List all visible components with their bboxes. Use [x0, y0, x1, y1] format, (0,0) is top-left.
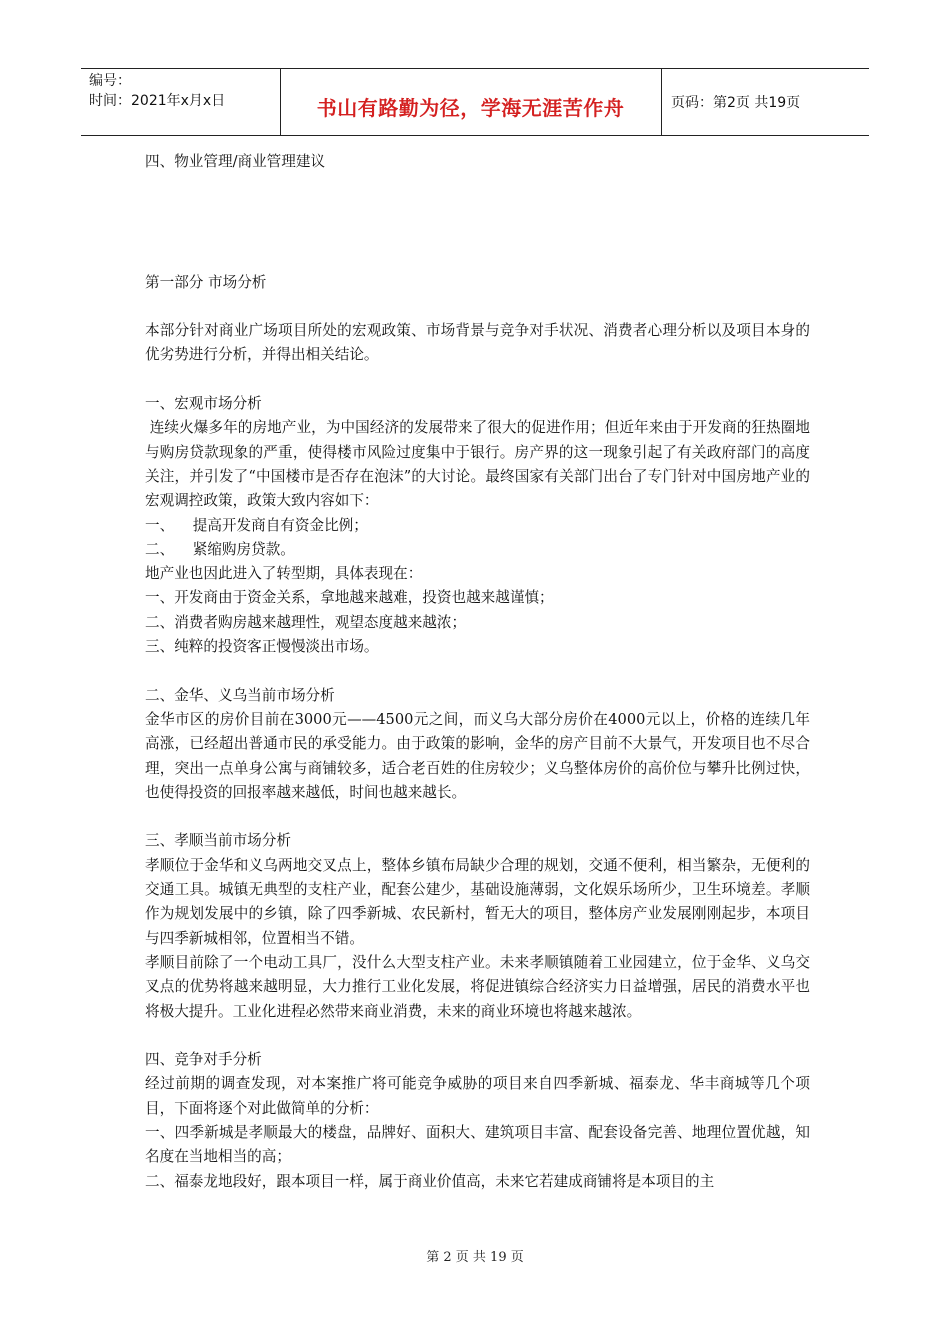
section-heading-property-management: 四、物业管理/商业管理建议 — [145, 153, 326, 170]
part-title: 第一部分 市场分析 — [145, 273, 267, 291]
page-footer: 第 2 页 共 19 页 — [426, 1250, 524, 1265]
header-motto: 书山有路勤为径，学海无涯苦作舟 — [316, 96, 625, 120]
competitor-item: 二、福泰龙地段好，跟本项目一样，属于商业价值高，未来它若建成商铺将是本项目的主 — [145, 1172, 715, 1190]
header-motto-cell — [280, 69, 662, 135]
header-page-cell — [661, 69, 869, 135]
header-page-code: 页码：第2页 共19页 — [671, 95, 801, 111]
competitor-item: 一、四季新城是孝顺最大的楼盘，品牌好、面积大、建筑项目丰富、配套设备完善、地理位置优越，知名度在当地相当的高； — [145, 1123, 810, 1166]
competitors-paragraph: 经过前期的调查发现，对本案推广将可能竞争威胁的项目来自四季新城、福泰龙、华丰商城等几个项目，下面将逐个对此做简单的分析： — [145, 1075, 810, 1117]
jinhua-paragraph: 金华市区的房价目前在3000元——4500元之间，而义乌大部分房价在4000元以上，价格的连续几年高涨，已经超出普通市民的承受能力。由于政策的影响，金华的房产目前不大景气，开发项目也不尽合理，突出一点单身公寓与商铺较多，适合老百姓的住房较少；义乌整体房价的高价位与攀升比例过快，也使得投资的回报率越来越低，时间也越来越长。 — [145, 710, 810, 801]
document-code-label: 编号： — [89, 73, 131, 89]
intro-paragraph: 本部分针对商业广场项目所处的宏观政策、市场背景与竞争对手状况、消费者心理分析以及项目本身的优劣势进行分析，并得出相关结论。 — [145, 322, 810, 364]
macro-paragraph: 连续火爆多年的房地产业，为中国经济的发展带来了很大的促进作用；但近年来由于开发商的狂热圈地与购房贷款现象的严重，使得楼市风险过度集中于银行。房产界的这一现象引起了有关政府部门的高度关注，并引发了“中国楼市是否存在泡沫”的大讨论。最终国家有关部门出台了专门针对中国房地产业的宏观调控政策，政策大致内容如下： — [145, 419, 811, 510]
section-heading-xiaoshun: 三、孝顺当前市场分析 — [145, 832, 291, 850]
section-heading-jinhua: 二、金华、义乌当前市场分析 — [145, 686, 335, 704]
policy-item: 一、 提高开发商自有资金比例； — [145, 516, 368, 534]
page-header — [81, 68, 869, 136]
xiaoshun-paragraph-2: 孝顺目前除了一个电动工具厂，没什么大型支柱产业。未来孝顺镇随着工业园建立，位于金华、义乌交叉点的优势将越来越明显，大力推行工业化发展，将促进镇综合经济实力日益增强，居民的消费水平也将极大提升。工业化进程必然带来商业消费，未来的商业环境也将越来越浓。 — [145, 953, 810, 1020]
document-date-label: 时间：2021年x月x日 — [89, 93, 226, 109]
effect-item: 三、纯粹的投资客正慢慢淡出市场。 — [145, 638, 379, 656]
effect-item: 一、开发商由于资金关系，拿地越来越难，投资也越来越谨慎； — [145, 589, 554, 607]
document-body — [145, 150, 810, 1194]
xiaoshun-paragraph-1: 孝顺位于金华和义乌两地交叉点上，整体乡镇布局缺少合理的规划，交通不便利，相当繁杂，无便利的交通工具。城镇无典型的支柱产业，配套公建少，基础设施薄弱，文化娱乐场所少，卫生环境差。孝顺作为规划发展中的乡镇，除了四季新城、农民新村，暂无大的项目，整体房产业发展刚刚起步，本项目与四季新城相邻，位置相当不错。 — [145, 856, 810, 947]
section-heading-macro: 一、宏观市场分析 — [145, 395, 262, 413]
header-info-cell — [81, 69, 281, 135]
transition-line: 地产业也因此进入了转型期，具体表现在： — [145, 565, 423, 583]
policy-item: 二、 紧缩购房贷款。 — [145, 540, 295, 558]
effect-item: 二、消费者购房越来越理性，观望态度越来越浓； — [145, 613, 467, 631]
section-heading-competitors: 四、竞争对手分析 — [145, 1051, 262, 1069]
